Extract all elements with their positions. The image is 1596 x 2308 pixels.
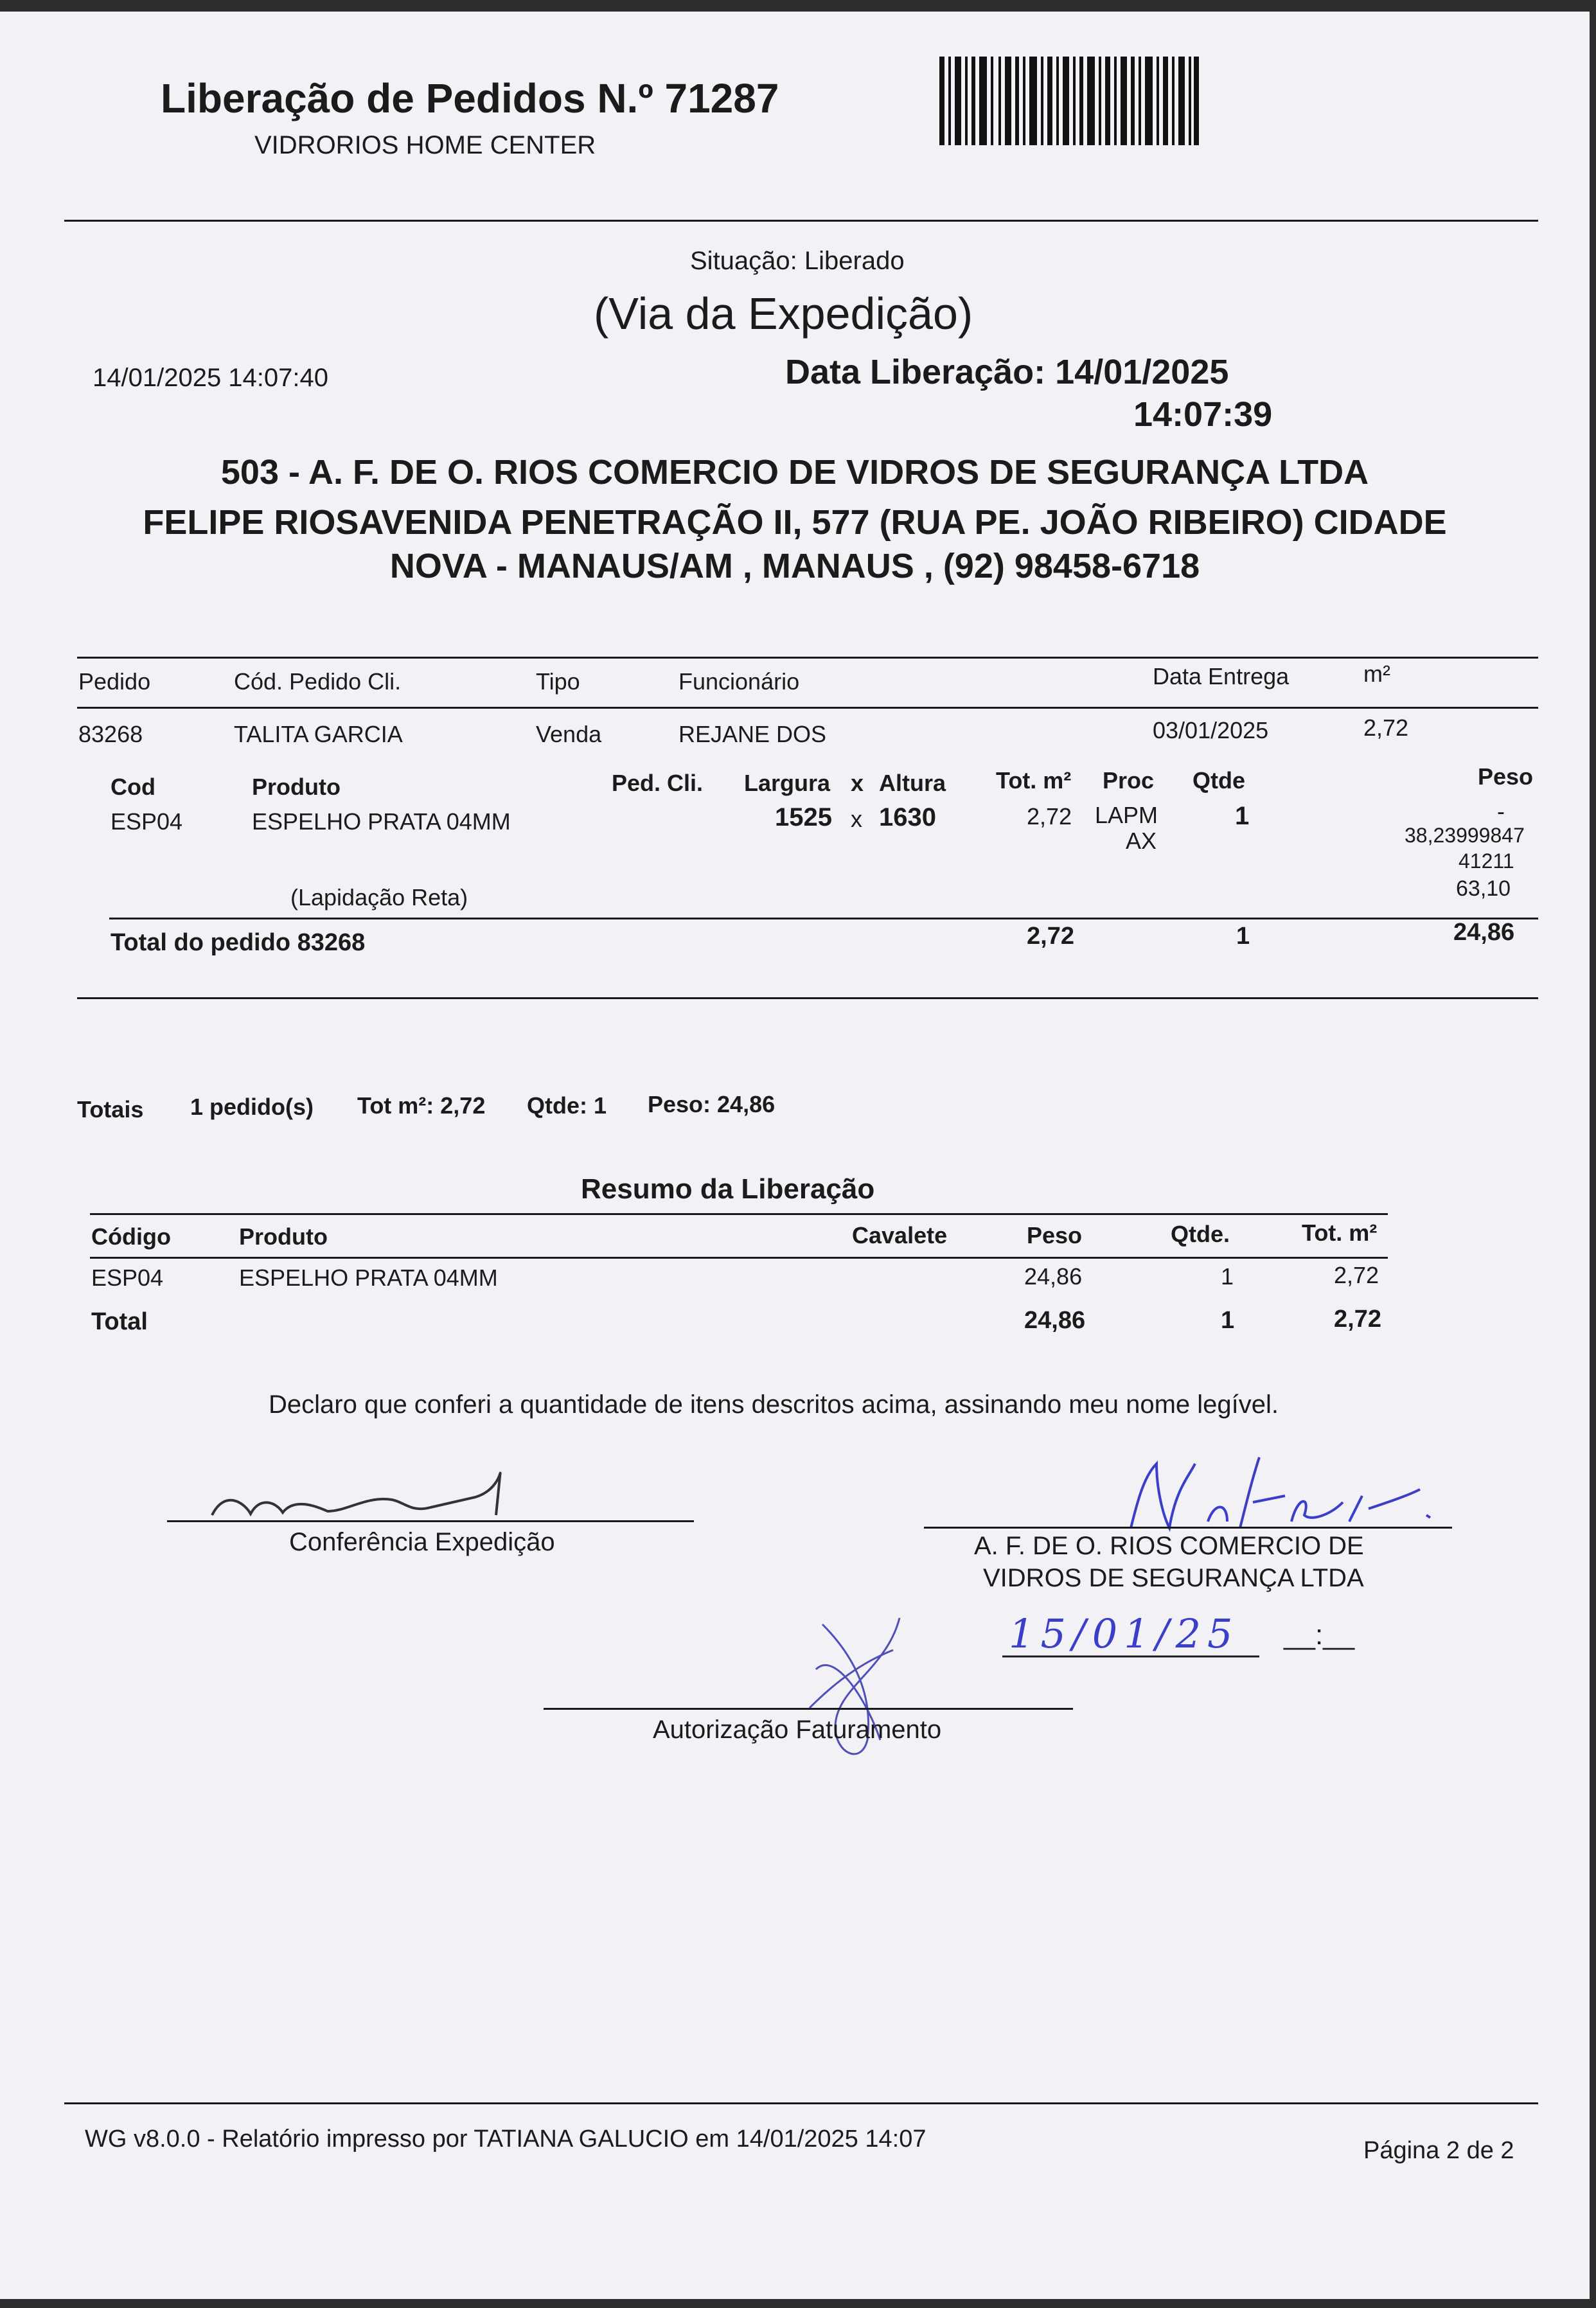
summary-row-peso: 24,86 bbox=[1024, 1263, 1083, 1290]
summary-top-rule bbox=[90, 1213, 1388, 1215]
order-table-bottom-rule bbox=[77, 997, 1538, 999]
totals-pedidos: 1 pedido(s) bbox=[190, 1094, 314, 1120]
footer-printed-by: WG v8.0.0 - Relatório impresso por TATIANA GALUCIO em 14/01/2025 14:07 bbox=[85, 2126, 927, 2153]
footer-rule bbox=[64, 2102, 1538, 2104]
customer-address-line2: NOVA - MANAUS/AM , MANAUS , (92) 98458-6718 bbox=[389, 547, 1200, 585]
summary-col-codigo: Código bbox=[91, 1223, 171, 1250]
item-largura: 1525 bbox=[775, 803, 832, 831]
signature-right-scribble bbox=[1118, 1451, 1439, 1534]
order-table-mid-rule bbox=[77, 707, 1538, 709]
item-peso-line3: 63,10 bbox=[1456, 876, 1511, 901]
signature-left-label: Conferência Expedição bbox=[289, 1528, 555, 1556]
summary-mid-rule bbox=[90, 1257, 1388, 1259]
summary-row-tot-m2: 2,72 bbox=[1334, 1262, 1379, 1288]
release-date: Data Liberação: 14/01/2025 bbox=[785, 353, 1229, 391]
summary-row-produto: ESPELHO PRATA 04MM bbox=[239, 1265, 498, 1291]
summary-total-peso: 24,86 bbox=[1024, 1307, 1086, 1334]
col-funcionario: Funcionário bbox=[678, 668, 800, 695]
col-data-entrega: Data Entrega bbox=[1153, 663, 1290, 689]
order-funcionario-value: REJANE DOS bbox=[678, 721, 827, 747]
barcode bbox=[939, 57, 1199, 146]
item-x: x bbox=[851, 806, 862, 832]
footer-page-number: Página 2 de 2 bbox=[1363, 2137, 1514, 2164]
time-blank: __:__ bbox=[1284, 1619, 1355, 1651]
document-page bbox=[0, 12, 1590, 2299]
summary-row-qtde: 1 bbox=[1221, 1263, 1234, 1290]
customer-address-line1: FELIPE RIOSAVENIDA PENETRAÇÃO II, 577 (RUA PE. JOÃO RIBEIRO) CIDADE bbox=[143, 503, 1447, 542]
item-col-x: x bbox=[851, 770, 864, 796]
col-m2: m² bbox=[1363, 661, 1390, 687]
item-total-rule bbox=[109, 918, 1538, 919]
summary-row-codigo: ESP04 bbox=[91, 1265, 164, 1291]
totals-m2: Tot m²: 2,72 bbox=[357, 1092, 486, 1119]
printed-datetime: 14/01/2025 14:07:40 bbox=[93, 364, 329, 392]
document-title: Liberação de Pedidos N.º 71287 bbox=[161, 75, 779, 121]
order-m2-value: 2,72 bbox=[1363, 715, 1409, 741]
item-peso-line2: 41211 bbox=[1459, 849, 1514, 873]
order-total-peso: 24,86 bbox=[1453, 919, 1515, 946]
item-col-altura: Altura bbox=[879, 770, 946, 796]
totals-label: Totais bbox=[77, 1096, 144, 1123]
totals-qtde: Qtde: 1 bbox=[527, 1092, 607, 1119]
summary-col-cavalete: Cavalete bbox=[852, 1222, 948, 1248]
signature-right-label-2: VIDROS DE SEGURANÇA LTDA bbox=[983, 1564, 1364, 1592]
item-col-proc: Proc bbox=[1103, 767, 1155, 794]
signature-left-scribble bbox=[199, 1457, 533, 1522]
item-proc-line1: LAPM bbox=[1095, 802, 1158, 828]
signature-right-label-1: A. F. DE O. RIOS COMERCIO DE bbox=[974, 1532, 1364, 1560]
col-cod-pedido-cli: Cód. Pedido Cli. bbox=[234, 668, 402, 695]
item-col-ped-cli: Ped. Cli. bbox=[612, 770, 704, 796]
summary-total-qtde: 1 bbox=[1221, 1307, 1235, 1334]
order-pedido-value: 83268 bbox=[78, 721, 143, 747]
item-col-produto: Produto bbox=[252, 774, 341, 800]
item-qtde: 1 bbox=[1235, 802, 1250, 830]
summary-col-tot-m2: Tot. m² bbox=[1302, 1220, 1378, 1246]
declaration-text: Declaro que conferi a quantidade de itens descritos acima, assinando meu nome legível. bbox=[269, 1390, 1279, 1419]
signature-right-line bbox=[924, 1527, 1452, 1529]
item-tot-m2: 2,72 bbox=[1027, 803, 1072, 830]
signature-center-scribble bbox=[797, 1611, 912, 1772]
handwritten-date-text: 15/01/25 bbox=[1009, 1610, 1239, 1657]
customer-name: 503 - A. F. DE O. RIOS COMERCIO DE VIDROS DE SEGURANÇA LTDA bbox=[220, 453, 1369, 492]
handwritten-date bbox=[1002, 1609, 1272, 1667]
order-total-label: Total do pedido 83268 bbox=[111, 929, 366, 956]
summary-col-peso: Peso bbox=[1027, 1222, 1083, 1248]
order-cod-cli-value: TALITA GARCIA bbox=[234, 721, 403, 747]
item-note: (Lapidação Reta) bbox=[290, 884, 468, 910]
item-col-qtde: Qtde bbox=[1193, 767, 1246, 794]
order-total-qtde: 1 bbox=[1236, 923, 1250, 950]
summary-total-label: Total bbox=[91, 1308, 148, 1335]
signature-center-line bbox=[544, 1708, 1073, 1710]
item-proc-line2: AX bbox=[1126, 828, 1157, 854]
item-col-tot-m2: Tot. m² bbox=[996, 767, 1072, 794]
item-col-peso: Peso bbox=[1478, 763, 1534, 790]
order-data-entrega-value: 03/01/2025 bbox=[1153, 717, 1269, 743]
item-col-largura: Largura bbox=[744, 770, 831, 796]
item-cod: ESP04 bbox=[111, 808, 183, 835]
order-tipo-value: Venda bbox=[536, 721, 602, 747]
item-produto: ESPELHO PRATA 04MM bbox=[252, 808, 511, 835]
item-peso-line1: 38,23999847 bbox=[1405, 824, 1525, 847]
summary-title: Resumo da Liberação bbox=[581, 1173, 875, 1205]
col-pedido: Pedido bbox=[78, 668, 151, 695]
signature-center-label: Autorização Faturamento bbox=[653, 1716, 942, 1744]
summary-col-qtde: Qtde. bbox=[1171, 1221, 1230, 1247]
header-divider bbox=[64, 220, 1538, 222]
copy-label: (Via da Expedição) bbox=[594, 288, 973, 339]
totals-peso: Peso: 24,86 bbox=[648, 1091, 776, 1117]
order-total-m2: 2,72 bbox=[1027, 923, 1074, 950]
item-peso-dash: - bbox=[1497, 798, 1505, 824]
release-time: 14:07:39 bbox=[1133, 395, 1273, 434]
order-table-top-rule bbox=[77, 657, 1538, 659]
company-name: VIDRORIOS HOME CENTER bbox=[254, 131, 596, 159]
col-tipo: Tipo bbox=[536, 668, 580, 695]
summary-col-produto: Produto bbox=[239, 1223, 328, 1250]
item-col-cod: Cod bbox=[111, 774, 155, 800]
signature-left-line bbox=[167, 1520, 694, 1522]
item-altura: 1630 bbox=[879, 803, 936, 831]
status-text: Situação: Liberado bbox=[690, 247, 905, 275]
summary-total-tot-m2: 2,72 bbox=[1334, 1306, 1381, 1333]
